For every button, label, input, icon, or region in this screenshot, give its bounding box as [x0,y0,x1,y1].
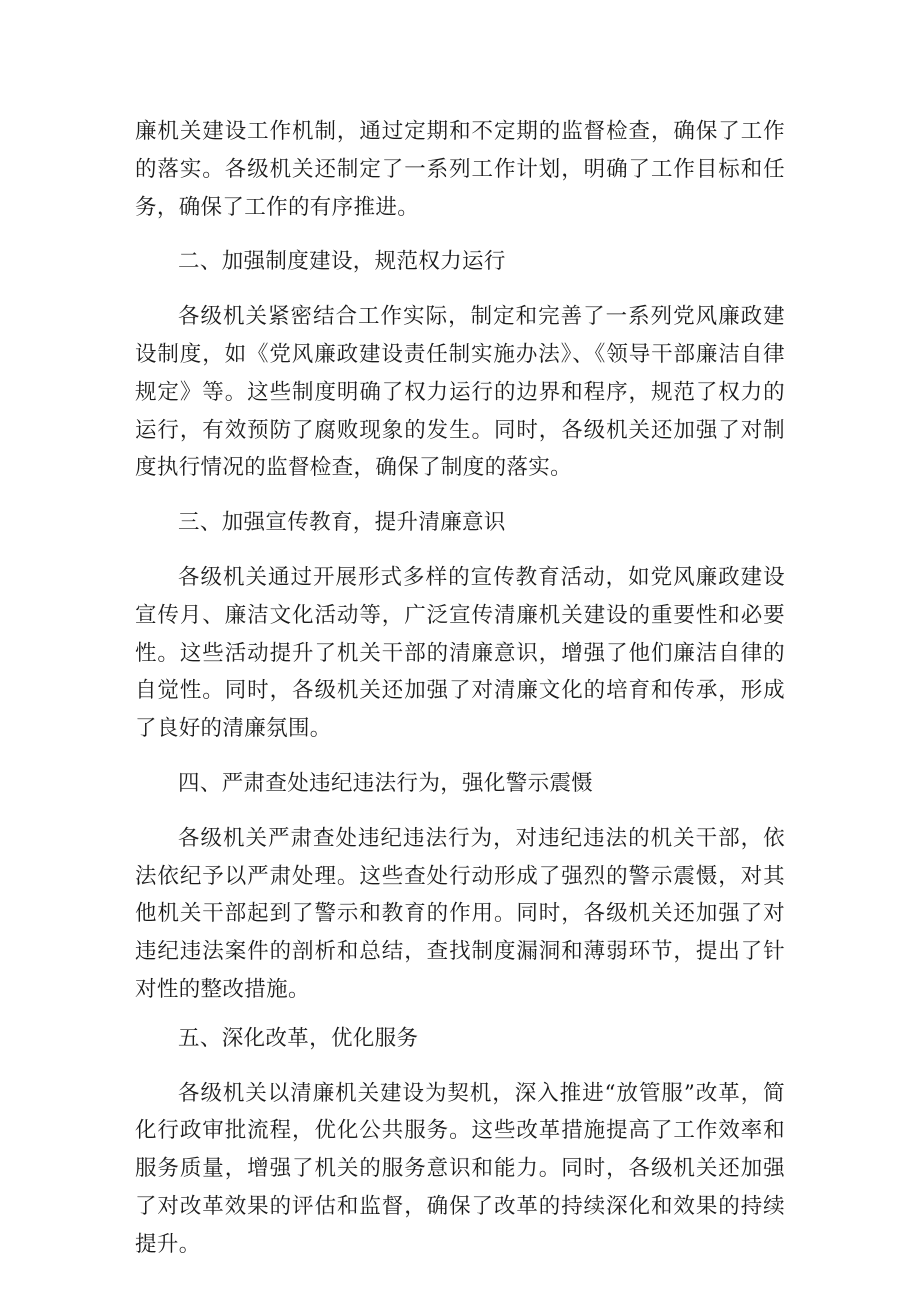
paragraph-section-4: 各级机关严肃查处违纪违法行为，对违纪违法的机关干部，依法依纪予以严肃处理。这些查处行动形成了强烈的警示震慑，对其他机关干部起到了警示和教育的作用。同时，各级机关还加强了对违纪违法案件的剖析和总结，查找制度漏洞和薄弱环节，提出了针对性的整改措施。 [135,825,785,1002]
paragraph-section-3: 各级机关通过开展形式多样的宣传教育活动，如党风廉政建设宣传月、廉洁文化活动等，广泛宣传清廉机关建设的重要性和必要性。这些活动提升了机关干部的清廉意识，增强了他们廉洁自律的自觉性。同时，各级机关还加强了对清廉文化的培育和传承，形成了良好的清廉氛围。 [135,564,785,742]
paragraph-section-2: 各级机关紧密结合工作实际，制定和完善了一系列党风廉政建设制度，如《党风廉政建设责任制实施办法》、《领导干部廉洁自律规定》等。这些制度明确了权力运行的边界和程序，规范了权力的运行，有效预防了腐败现象的发生。同时，各级机关还加强了对制度执行情况的监督检查，确保了制度的落实。 [135,304,785,481]
paragraph-section-5: 各级机关以清廉机关建设为契机，深入推进“放管服”改革，简化行政审批流程，优化公共服务。这些改革措施提高了工作效率和服务质量，增强了机关的服务意识和能力。同时，各级机关还加强了对改革效果的评估和监督，确保了改革的持续深化和效果的持续提升。 [135,1080,785,1257]
section-heading-4: 四、严肃查处违纪违法行为，强化警示震慑 [178,770,594,796]
section-heading-3: 三、加强宣传教育，提升清廉意识 [178,510,506,536]
section-heading-5: 五、深化改革，优化服务 [178,1025,419,1051]
paragraph-continuation: 廉机关建设工作机制，通过定期和不定期的监督检查，确保了工作的落实。各级机关还制定了一系列工作计划，明确了工作目标和任务，确保了工作的有序推进。 [135,119,785,220]
document-body [135,113,785,1264]
section-heading-2: 二、加强制度建设，规范权力运行 [178,249,506,275]
